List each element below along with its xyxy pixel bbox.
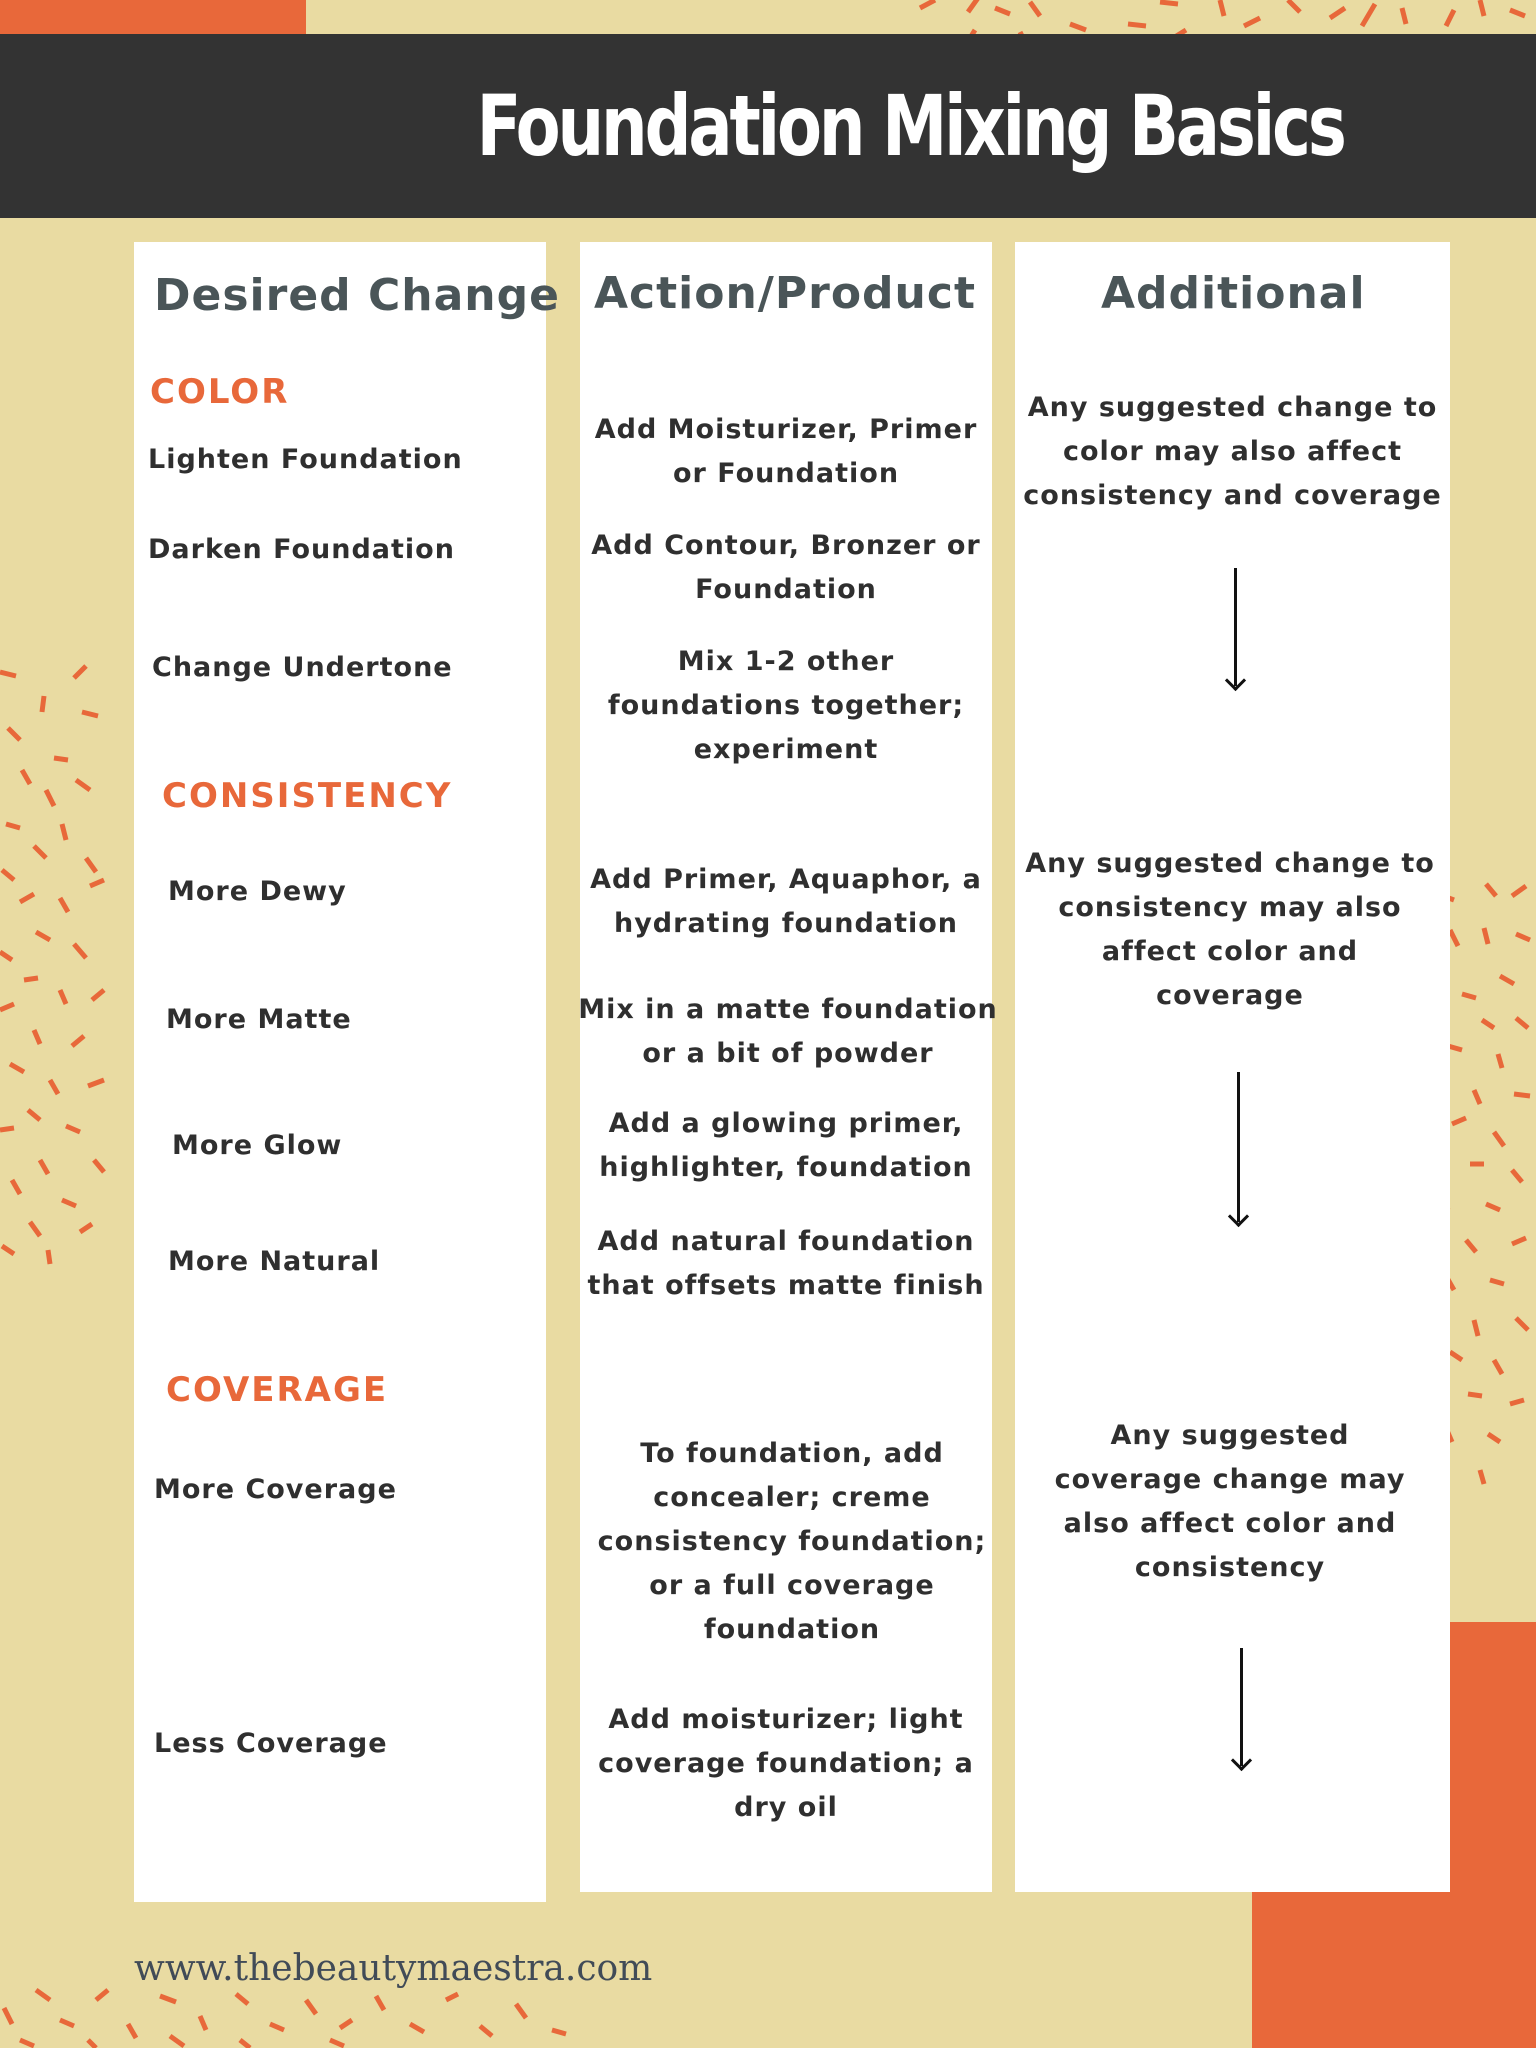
change-item: Change Undertone: [152, 652, 453, 683]
additional-note: Any suggested change to color may also affect consistency and coverage: [1023, 392, 1442, 511]
header-bar: [0, 34, 1536, 218]
page-title: Foundation Mixing Basics: [476, 77, 1344, 175]
action-item: Add Contour, Bronzer or Foundation: [591, 530, 981, 605]
action-item: Mix in a matte foundation or a bit of powder: [578, 994, 998, 1069]
change-item: Darken Foundation: [148, 534, 455, 565]
column-header-additional: Additional: [1101, 268, 1366, 319]
down-arrow-icon: [1240, 1648, 1243, 1766]
action-item: Add Primer, Aquaphor, a hydrating foundation: [590, 864, 982, 939]
action-item: Mix 1-2 other foundations together; experiment: [607, 646, 965, 765]
section-label-coverage: COVERAGE: [166, 1370, 389, 1410]
action-item: Add natural foundation that offsets matte finish: [587, 1226, 985, 1301]
website-url[interactable]: www.thebeautymaestra.com: [134, 1948, 653, 1989]
change-item: More Dewy: [168, 876, 347, 907]
additional-note: Any suggested coverage change may also affect color and consistency: [1054, 1420, 1406, 1583]
change-item: More Coverage: [154, 1474, 397, 1505]
change-item: More Matte: [166, 1004, 352, 1035]
change-item: Less Coverage: [154, 1728, 388, 1759]
change-item: Lighten Foundation: [148, 444, 463, 475]
additional-note: Any suggested change to consistency may also affect color and coverage: [1025, 848, 1435, 1011]
action-product-panel: [578, 242, 998, 1892]
desired-change-panel: [134, 242, 560, 1902]
additional-panel: [1015, 242, 1450, 1892]
down-arrow-icon: [1237, 1072, 1240, 1222]
change-item: More Natural: [168, 1246, 381, 1277]
section-label-color: COLOR: [150, 372, 290, 412]
down-arrow-icon: [1234, 568, 1237, 686]
action-item: Add Moisturizer, Primer or Foundation: [594, 414, 978, 489]
column-header-action: Action/Product: [594, 268, 976, 319]
change-item: More Glow: [172, 1130, 343, 1161]
section-label-consistency: CONSISTENCY: [162, 776, 453, 816]
action-item: Add a glowing primer, highlighter, foundation: [599, 1108, 973, 1183]
column-header-desired: Desired Change: [154, 270, 560, 321]
action-item: To foundation, add concealer; creme consistency foundation; or a full coverage foundation: [597, 1438, 987, 1645]
action-item: Add moisturizer; light coverage foundation; a dry oil: [598, 1704, 974, 1823]
